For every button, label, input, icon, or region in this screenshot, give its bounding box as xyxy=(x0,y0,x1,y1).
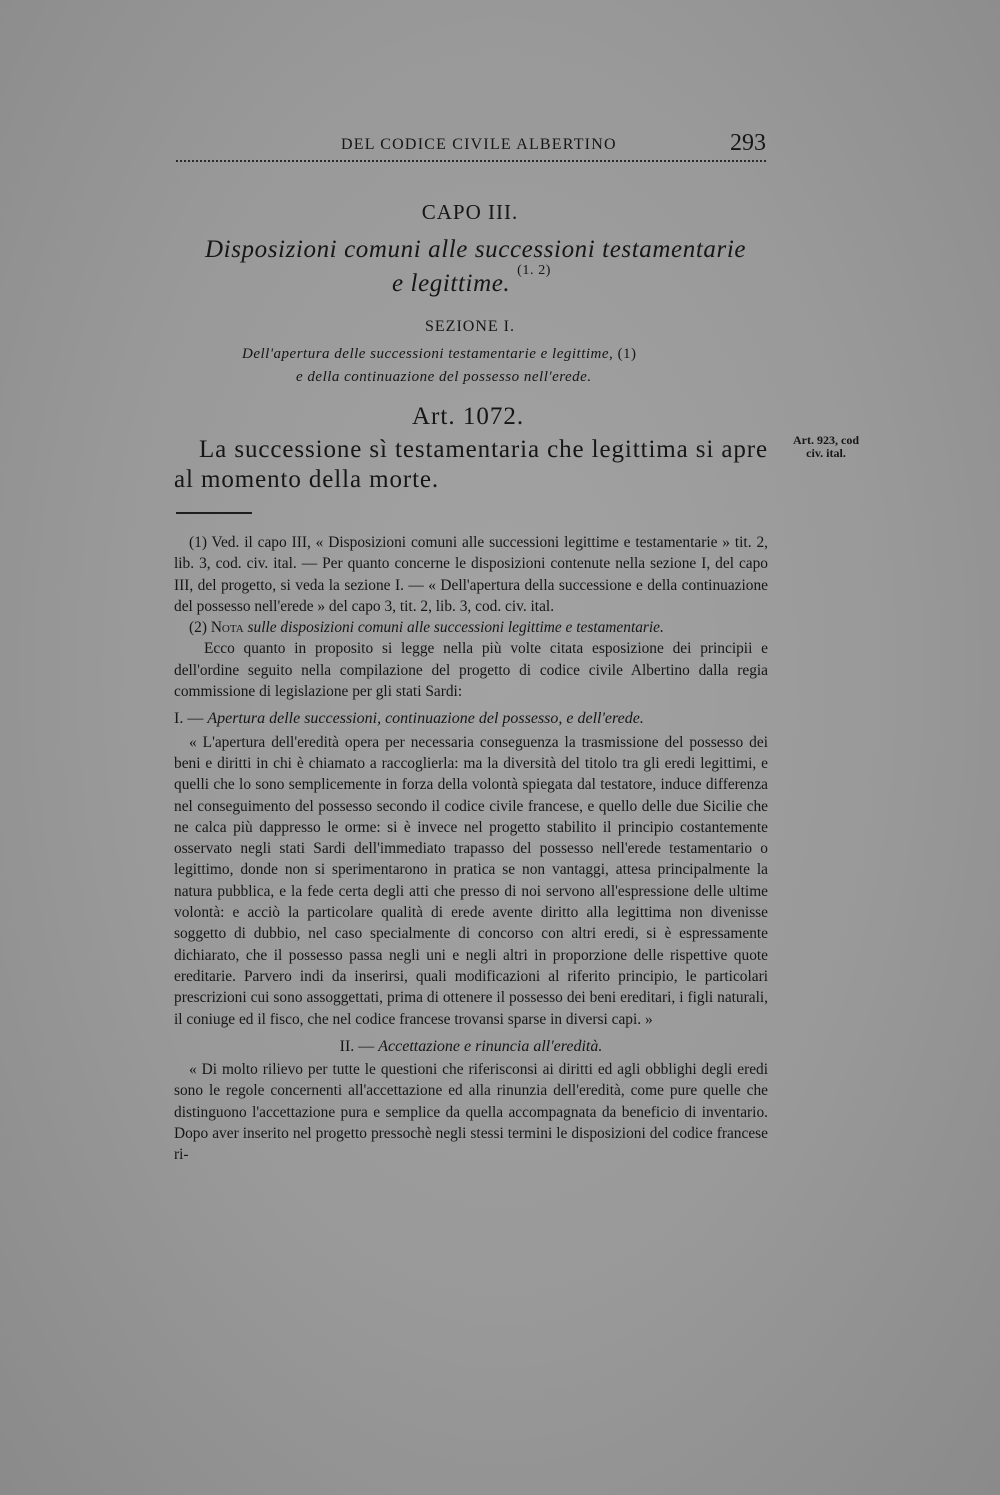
section-title-line2: e della continuazione del possesso nell'erede. xyxy=(296,369,592,385)
section-label: SEZIONE I. xyxy=(425,318,515,335)
subsection-2-number: II. — xyxy=(339,1037,375,1055)
chapter-label: CAPO III. xyxy=(421,200,519,224)
running-title: DEL CODICE CIVILE ALBERTINO xyxy=(341,136,617,153)
footnote-1: (1) Ved. il capo III, « Disposizioni comuni alle successioni legittime e testamentarie » tit. 2, lib. 3, cod. civ. ital. — Per quanto concerne le disposizioni contenute nella sezione I, del capo III, del progetto, si veda la sezione I. — « Dell'apertura della successione e della continuazione del possesso nell'erede » del capo 3, tit. 2, lib. 3, cod. civ. ital. xyxy=(174,534,768,615)
subsection-1-heading xyxy=(174,708,768,729)
section-title-note-ref: (1) xyxy=(617,346,637,362)
subsection-1-title: Apertura delle successioni, continuazione del possesso, e dell'erede. xyxy=(207,710,644,728)
chapter-title-line1: Disposizioni comuni alle successioni testamentarie xyxy=(205,236,747,263)
chapter-heading xyxy=(0,200,1000,225)
section-title-line1-text: Dell'apertura delle successioni testamentarie e legittime, xyxy=(242,346,614,362)
footnote-rule xyxy=(176,512,252,514)
subsection-2-heading xyxy=(174,1036,768,1057)
article-number: Art. 1072. xyxy=(412,403,525,430)
article-text-line2: al momento della morte. xyxy=(174,466,440,493)
subsection-1-number: I. — xyxy=(174,710,204,728)
footnote-2-marker: (2) xyxy=(189,619,207,637)
footnote-2-heading xyxy=(174,617,768,638)
footnotes xyxy=(174,532,768,1166)
chapter-title-note-ref: (1. 2) xyxy=(517,262,552,278)
subsection-2-text: « Di molto rilievo per tutte le questioni che riferisconsi ai diritti ed agli obblighi degli eredi sono le regole concernenti all'accettazione ed alla rinunzia dell'eredità, come pure quelle che distinguono l'accettazione pura e semplice da quella accompagnata da beneficio di inventario. Dopo aver inserito nel progetto pressochè negli stessi termini le disposizioni del codice francese ri- xyxy=(174,1061,768,1164)
footnote-2-intro: Ecco quanto in proposito si legge nella più volte citata esposizione dei principii e dell'ordine seguito nella compilazione del progetto di codice civile Albertino dalla regia commissione di legislazione per gli stati Sardi: xyxy=(174,640,768,701)
subsection-1-text: « L'apertura dell'eredità opera per necessaria conseguenza la trasmissione del possesso dei beni e diritti in chi è chiamato a raccoglierla: ma la diversità del titolo tra gli eredi legittimi, e quelli che lo sono semplicemente in forza della volontà spiegata dal testatore, induce differenza nel conseguimento del possesso secondo il codice civile francese, e quello delle due Sicilie che ne calca più dappresso le orme: si è invece nel progetto stabilito il principio costantemente osservato negli stati Sardi dell'immediato trapasso del possesso nell'erede testamentario o legittimo, donde non si sperimentarono in pratica se non vantaggi, attesa principalmente la natura pubblica, e la fede certa degli atti che presso di noi servono all'espressione delle ultime volontà: e acciò la particolare qualità di erede avente diritto alla legittima non divenisse soggetto di dubbio, nel caso specialmente di concorso con altri eredi, si è espressamente dichiarato, che il possesso passa negli uni e negli altri in proporzione delle rispettive quote ereditarie. Parvero indi da inserirsi, quali modificazioni al riferito principio, le particolari prescrizioni cui sono assoggettati, prima di ottenere il possesso dei beni ereditari, i figli naturali, il coniuge ed il fisco, che nel codice francese trovansi sparse in diversi capi. » xyxy=(174,733,768,1028)
running-header xyxy=(176,130,766,164)
footnote-2-nota: Nota xyxy=(210,619,244,637)
chapter-title-line2-text: e legittime. xyxy=(392,270,511,297)
subsection-2-title: Accettazione e rinuncia all'eredità. xyxy=(378,1037,603,1055)
footnote-2-title: sulle disposizioni comuni alle successioni legittime e testamentarie. xyxy=(247,619,664,637)
section-heading xyxy=(0,318,1000,336)
article-text-line1: La successione sì testamentaria che legittima si apre xyxy=(199,436,769,463)
page-number: 293 xyxy=(730,130,766,156)
chapter-title-line2 xyxy=(392,262,552,298)
marginal-note: Art. 923, cod civ. ital. xyxy=(793,433,859,460)
header-rule xyxy=(176,160,766,162)
section-title-line1 xyxy=(242,346,637,363)
